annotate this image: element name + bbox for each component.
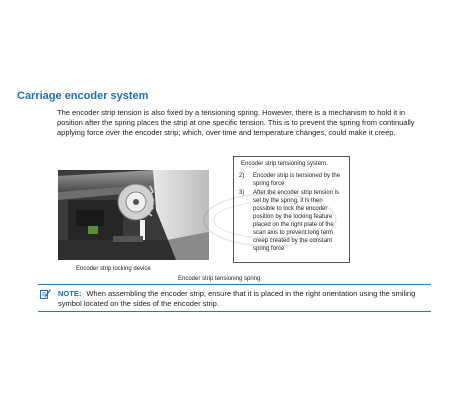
caption-tensioning-spring: Encoder strip tensioning spring	[178, 276, 261, 282]
callout-title: Encoder strip tensioning system.	[241, 161, 328, 167]
callout-item	[239, 172, 345, 188]
callout-item	[239, 189, 345, 253]
section-heading: Carriage encoder system	[17, 90, 149, 102]
encoder-photo	[58, 170, 209, 260]
note-rule-bottom	[38, 311, 431, 312]
caption-locking-device: Encoder strip locking device	[76, 266, 151, 272]
note-text-container	[58, 289, 432, 309]
note-label: NOTE:	[58, 289, 82, 298]
callout-item-number: 3)	[239, 190, 245, 196]
note-block	[40, 289, 432, 309]
callout-item-number: 2)	[239, 173, 245, 179]
note-pencil-icon	[40, 289, 51, 299]
note-rule-top	[38, 284, 431, 285]
note-text: When assembling the encoder strip, ensure that it is placed in the right orientation using the smiling symbol located on the sides of the encoder strip.	[58, 289, 416, 308]
callout-item-text: Encoder strip is tensioned by the spring force	[253, 173, 341, 187]
callout-box	[233, 156, 350, 263]
section-paragraph: The encoder strip tension is also fixed by a tensioning spring. However, there is a mechanism to hold it in position after the spring places the strip at one specific tension. This is to prevent the spring from continually applying force over the encoder strip; which, over time and temperature changes, could make it creep.	[57, 108, 415, 137]
callout-item-text: After the encoder strip tension is set by the spring, it is then possible to lock the encoder position by the locking feature placed on the right plate of the scan axis to prevent long term creep created by the constant spring force	[253, 190, 340, 252]
callout-list	[239, 172, 345, 253]
